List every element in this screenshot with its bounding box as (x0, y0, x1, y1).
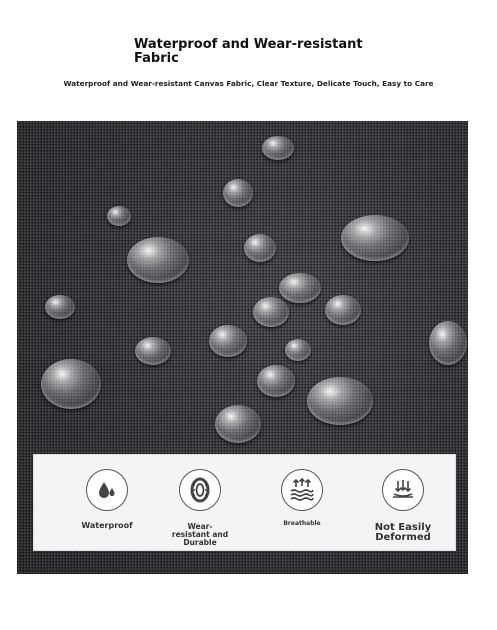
page-title: Waterproof and Wear-resistant Fabric (134, 37, 363, 66)
feature-label: Wear-resistant and Durable (171, 522, 229, 547)
water-droplet (279, 273, 321, 303)
water-droplet (41, 359, 101, 409)
water-droplet (262, 136, 294, 160)
tire-icon (179, 469, 221, 511)
feature-label: Waterproof (81, 521, 133, 530)
feature-wear-resistant (154, 469, 246, 547)
feature-label: Breathable (283, 520, 321, 527)
feature-label: Not Easily Deformed (374, 522, 432, 543)
water-droplet (135, 337, 171, 365)
water-droplet (285, 339, 311, 361)
water-droplet (215, 405, 261, 443)
water-droplet (209, 325, 247, 357)
breathable-waves-icon (281, 469, 323, 511)
feature-not-easily-deformed (358, 469, 448, 543)
water-droplet (257, 365, 295, 397)
water-droplet (45, 295, 75, 319)
water-droplet (429, 321, 467, 365)
water-droplet (325, 295, 361, 325)
features-panel (33, 454, 456, 551)
feature-waterproof (67, 469, 147, 530)
water-drops-icon (86, 469, 128, 511)
water-droplet (341, 215, 409, 261)
water-droplet (244, 234, 276, 262)
water-droplet (107, 206, 131, 226)
water-droplet (307, 377, 373, 425)
water-droplet (253, 297, 289, 327)
water-droplet (223, 179, 253, 207)
pressure-arrows-icon (382, 469, 424, 511)
water-droplet (127, 237, 189, 283)
feature-breathable (262, 469, 342, 528)
page-subtitle: Waterproof and Wear-resistant Canvas Fabric, Clear Texture, Delicate Touch, Easy to Care (63, 79, 434, 88)
